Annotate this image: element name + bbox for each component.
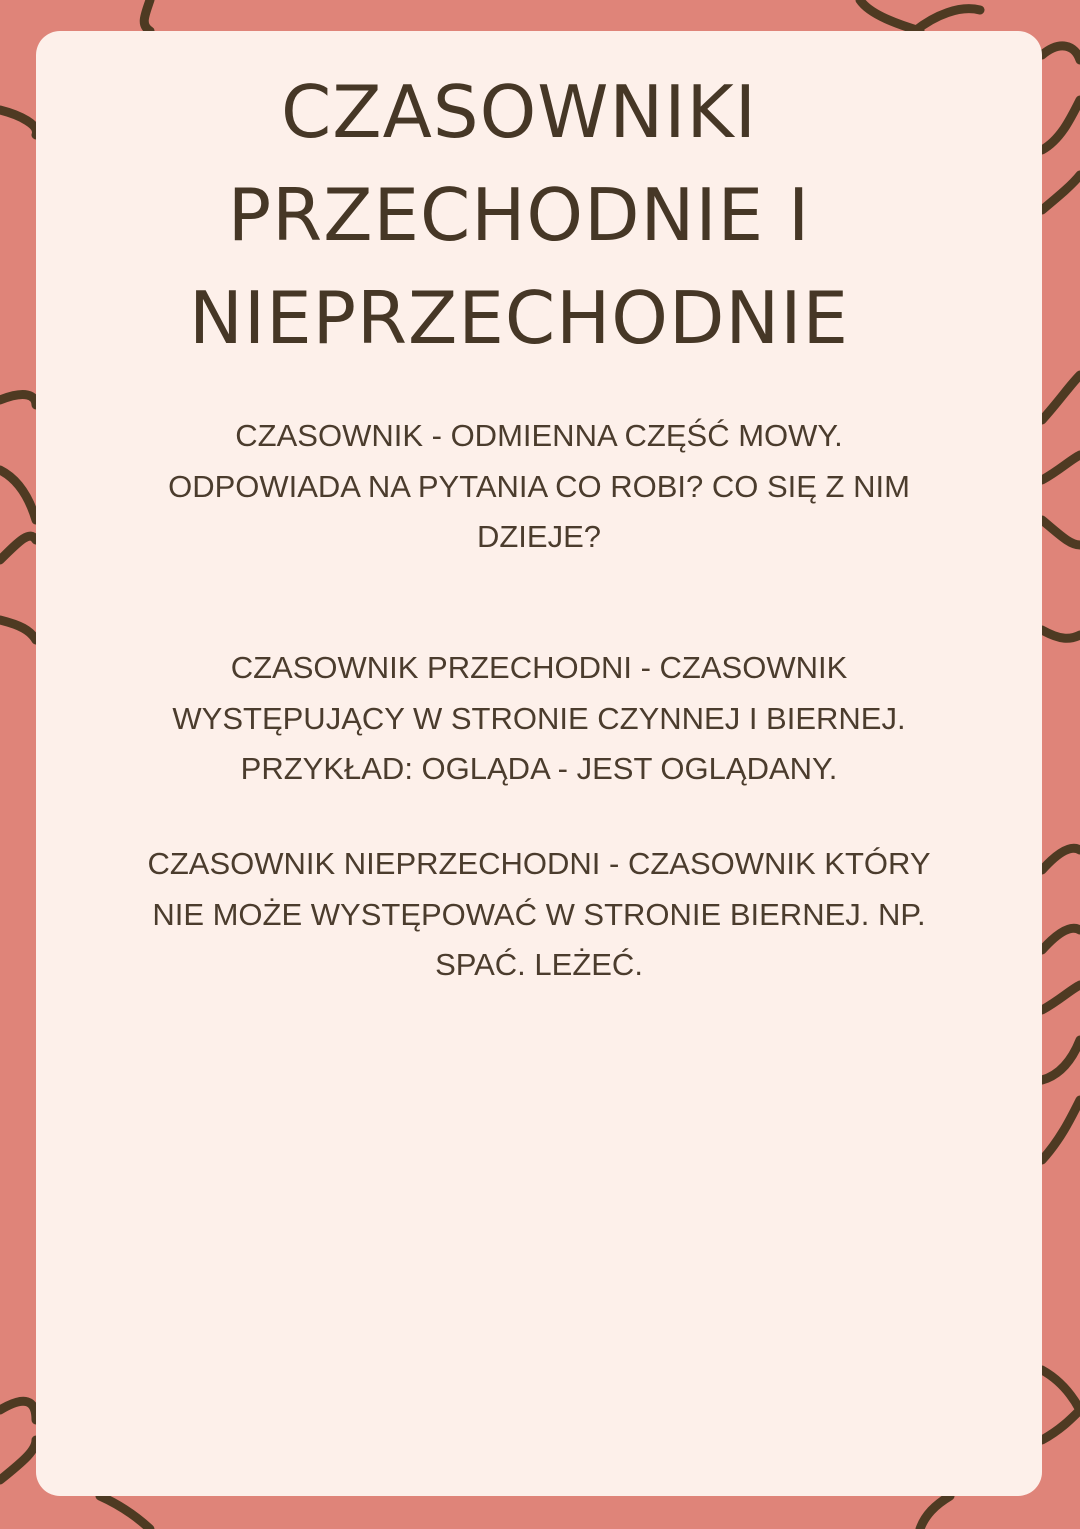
- intransitive-line: SPAĆ. LEŻEĆ.: [435, 947, 643, 982]
- definition-line: ODPOWIADA NA PYTANIA CO ROBI? CO SIĘ Z NIM: [168, 468, 910, 504]
- transitive-line: PRZYKŁAD: OGLĄDA - JEST OGLĄDANY.: [240, 751, 838, 786]
- title-line-3: NIEPRZECHODNIE: [189, 276, 849, 360]
- definition-paragraph: [36, 411, 1042, 563]
- transitive-line: WYSTĘPUJĄCY W STRONIE CZYNNEJ I BIERNEJ.: [172, 700, 906, 736]
- title-line-1: CZASOWNIKI: [281, 70, 757, 154]
- transitive-verb-paragraph: [36, 643, 1042, 795]
- definition-line: CZASOWNIK - ODMIENNA CZĘŚĆ MOWY.: [235, 418, 843, 453]
- title-line-2: PRZECHODNIE I: [227, 173, 811, 257]
- content-card: [36, 31, 1042, 1496]
- definition-line: DZIEJE?: [476, 519, 602, 554]
- intransitive-line: NIE MOŻE WYSTĘPOWAĆ W STRONIE BIERNEJ. NP.: [152, 896, 926, 932]
- intransitive-verb-paragraph: [36, 839, 1042, 991]
- intransitive-line: CZASOWNIK NIEPRZECHODNI - CZASOWNIK KTÓRY: [147, 846, 931, 881]
- transitive-line: CZASOWNIK PRZECHODNI - CZASOWNIK: [230, 650, 848, 685]
- page-title: [36, 61, 1042, 370]
